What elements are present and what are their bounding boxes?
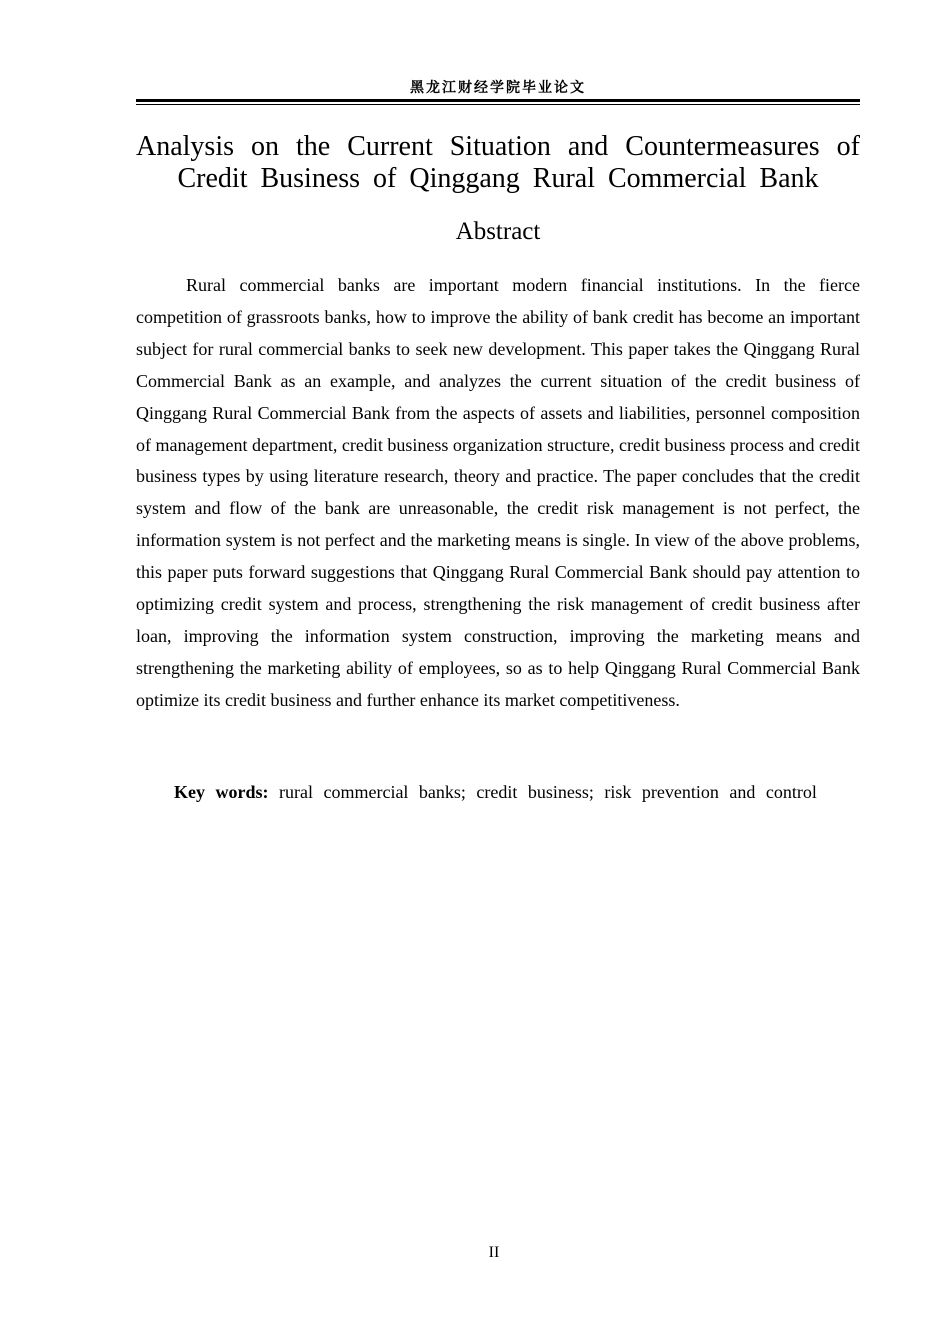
header-rule-thin: [136, 104, 860, 105]
keywords-label: Key words:: [174, 782, 269, 802]
page-number: II: [488, 1244, 500, 1261]
paper-title: Analysis on the Current Situation and Countermeasures of Credit Business of Qinggang Rural Commercial Bank: [136, 131, 860, 194]
keywords-line: [174, 777, 854, 807]
abstract-body: Rural commercial banks are important modern financial institutions. In the fierce competition of grassroots banks, how to improve the ability of bank credit has become an important subject for rural commercial banks to seek new development. This paper takes the Qinggang Rural Commercial Bank as an example, and analyzes the current situation of the credit business of Qinggang Rural Commercial Bank from the aspects of assets and liabilities, personnel composition of management department, credit business organization structure, credit business process and credit business types by using literature research, theory and practice. The paper concludes that the credit system and flow of the bank are unreasonable, the credit risk management is not perfect, the information system is not perfect and the marketing means is single. In view of the above problems, this paper puts forward suggestions that Qinggang Rural Commercial Bank should pay attention to optimizing credit system and process, strengthening the risk management of credit business after loan, improving the information system construction, improving the marketing means and strengthening the marketing ability of employees, so as to help Qinggang Rural Commercial Bank optimize its credit business and further enhance its market competitiveness.: [136, 275, 860, 710]
header-rule-thick: [136, 99, 860, 102]
keywords-text: rural commercial banks; credit business; risk prevention and control: [279, 782, 817, 802]
abstract-heading: Abstract: [455, 218, 541, 245]
page-header-school-title: 黑龙江财经学院毕业论文: [410, 80, 586, 96]
